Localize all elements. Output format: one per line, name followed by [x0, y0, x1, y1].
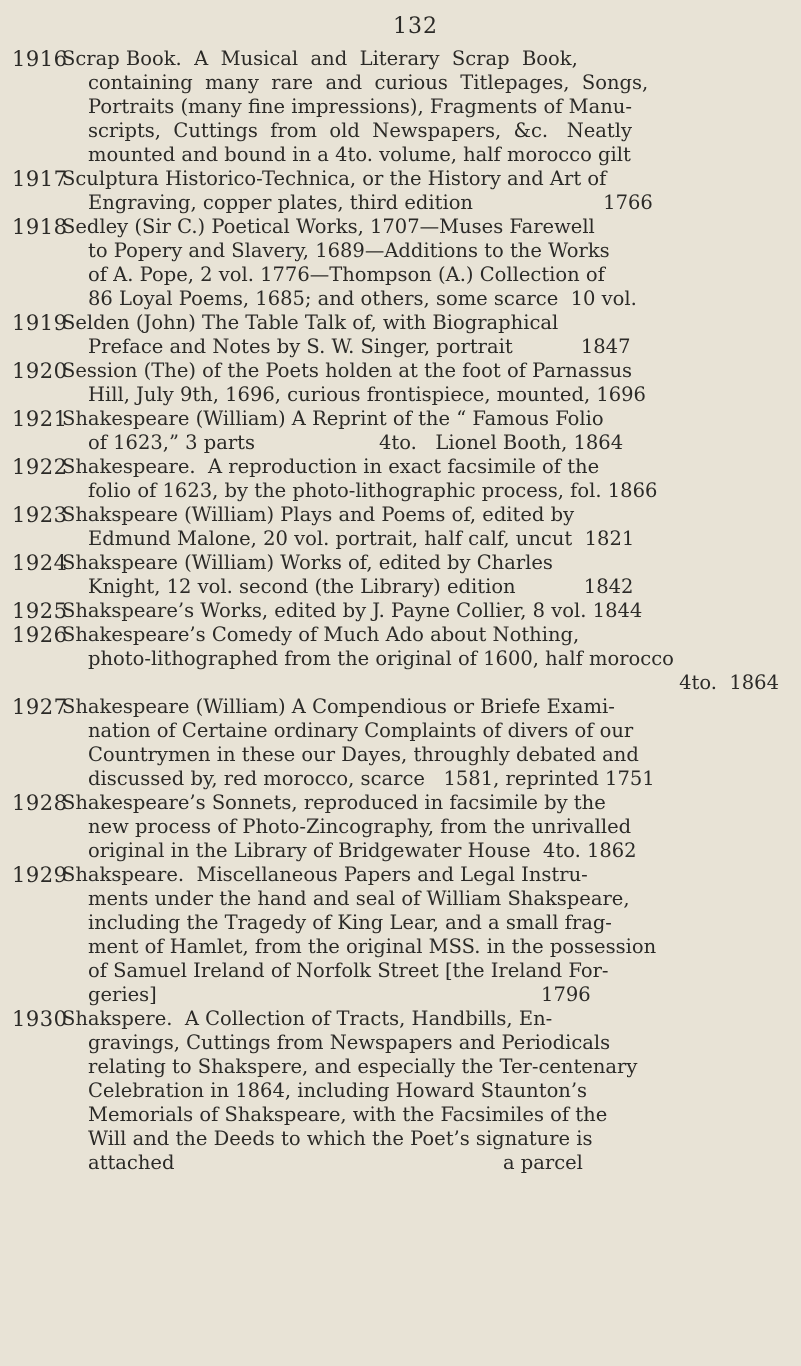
lot-description-line: Session (The) of the Poets holden at the foot of Parnassus	[62, 359, 633, 382]
lot-description-line: Shakespeare (William) A Reprint of the “ Famous Folio	[62, 407, 604, 430]
lot-description-line: nation of Certaine ordinary Complaints of divers of our	[88, 719, 634, 742]
lot-number: 1920	[12, 359, 68, 383]
lot-number: 1916	[12, 47, 68, 71]
lot-entry	[0, 215, 801, 311]
lot-number: 1930	[12, 1007, 68, 1031]
lot-entry	[0, 551, 801, 599]
lot-entry	[0, 863, 801, 1007]
lot-description-line: Countrymen in these our Dayes, throughly debated and	[88, 743, 639, 766]
lot-description-line: Shakspere. A Collection of Tracts, Handbills, En-	[62, 1007, 553, 1030]
lot-number: 1927	[12, 695, 68, 719]
lot-number: 1922	[12, 455, 68, 479]
lot-entry	[0, 359, 801, 407]
lot-description-line: ments under the hand and seal of William Shakspeare,	[88, 887, 630, 910]
lot-number: 1929	[12, 863, 68, 887]
lot-description-line: Will and the Deeds to which the Poet’s signature is	[88, 1127, 593, 1150]
lot-number: 1919	[12, 311, 68, 335]
lot-entry	[0, 407, 801, 455]
lot-number: 1921	[12, 407, 68, 431]
lot-description-line: attached a parcel	[88, 1151, 583, 1174]
lot-description-line: Shakespeare’s Sonnets, reproduced in facsimile by the	[62, 791, 606, 814]
lot-entry	[0, 1007, 801, 1175]
lot-description-line: 4to. 1864	[679, 671, 779, 694]
lot-number: 1928	[12, 791, 68, 815]
lot-entry	[0, 791, 801, 863]
lot-description-line: photo-lithographed from the original of 1600, half morocco	[88, 647, 674, 670]
lot-description-line: 86 Loyal Poems, 1685; and others, some scarce 10 vol.	[88, 287, 637, 310]
lot-entry	[0, 311, 801, 359]
page-number: 132	[393, 14, 438, 39]
lot-description-line: new process of Photo-Zincography, from the unrivalled	[88, 815, 632, 838]
lot-entry	[0, 503, 801, 551]
lot-number: 1924	[12, 551, 68, 575]
lot-description-line: Shakspeare (William) Plays and Poems of, edited by	[62, 503, 575, 526]
lot-description-line: discussed by, red morocco, scarce 1581, reprinted 1751	[88, 767, 655, 790]
lot-description-line: Sedley (Sir C.) Poetical Works, 1707—Muses Farewell	[62, 215, 595, 238]
lot-description-line: Portraits (many fine impressions), Fragments of Manu-	[88, 95, 632, 118]
lot-description-line: Shakspeare (William) Works of, edited by Charles	[62, 551, 553, 574]
lot-entry	[0, 455, 801, 503]
lot-description-line: ment of Hamlet, from the original MSS. in the possession	[88, 935, 657, 958]
lot-description-line: Engraving, copper plates, third edition 1766	[88, 191, 653, 214]
lot-description-line: scripts, Cuttings from old Newspapers, &c. Neatly	[88, 119, 633, 142]
lot-list	[0, 47, 801, 1175]
lot-description-line: Knight, 12 vol. second (the Library) edition 1842	[88, 575, 634, 598]
lot-description-line: folio of 1623, by the photo-lithographic process, fol. 1866	[88, 479, 658, 502]
lot-description-line: Selden (John) The Table Talk of, with Biographical	[62, 311, 559, 334]
lot-description-line: of A. Pope, 2 vol. 1776—Thompson (A.) Collection of	[88, 263, 605, 286]
lot-description-line: Shakespeare (William) A Compendious or Briefe Exami-	[62, 695, 615, 718]
lot-description-line: Hill, July 9th, 1696, curious frontispiece, mounted, 1696	[88, 383, 646, 406]
lot-description-line: relating to Shakspere, and especially the Ter-centenary	[88, 1055, 638, 1078]
lot-entry	[0, 47, 801, 167]
lot-description-line: Memorials of Shakspeare, with the Facsimiles of the	[88, 1103, 608, 1126]
lot-description-line: Preface and Notes by S. W. Singer, portrait 1847	[88, 335, 631, 358]
lot-number: 1925	[12, 599, 68, 623]
lot-number: 1923	[12, 503, 68, 527]
lot-entry	[0, 623, 801, 695]
lot-description-line: original in the Library of Bridgewater House 4to. 1862	[88, 839, 637, 862]
lot-description-line: Celebration in 1864, including Howard Staunton’s	[88, 1079, 588, 1102]
lot-entry	[0, 599, 801, 623]
lot-entry	[0, 695, 801, 791]
lot-description-line: geries] 1796	[88, 983, 591, 1006]
lot-description-line: Shakespeare’s Comedy of Much Ado about Nothing,	[62, 623, 580, 646]
lot-description-line: Shakspeare’s Works, edited by J. Payne Collier, 8 vol. 1844	[62, 599, 643, 622]
lot-description-line: to Popery and Slavery, 1689—Additions to the Works	[88, 239, 610, 262]
lot-number: 1917	[12, 167, 68, 191]
lot-description-line: including the Tragedy of King Lear, and a small frag-	[88, 911, 612, 934]
lot-description-line: gravings, Cuttings from Newspapers and Periodicals	[88, 1031, 611, 1054]
lot-description-line: Sculptura Historico-Technica, or the History and Art of	[62, 167, 607, 190]
lot-description-line: of 1623,” 3 parts 4to. Lionel Booth, 1864	[88, 431, 624, 454]
lot-number: 1926	[12, 623, 68, 647]
lot-description-line: mounted and bound in a 4to. volume, half morocco gilt	[88, 143, 631, 166]
lot-description-line: Scrap Book. A Musical and Literary Scrap Book,	[62, 47, 578, 70]
lot-description-line: Edmund Malone, 20 vol. portrait, half calf, uncut 1821	[88, 527, 635, 550]
lot-description-line: of Samuel Ireland of Norfolk Street [the Ireland For-	[88, 959, 609, 982]
lot-description-line: containing many rare and curious Titlepages, Songs,	[88, 71, 649, 94]
lot-description-line: Shakespeare. A reproduction in exact facsimile of the	[62, 455, 600, 478]
lot-entry	[0, 167, 801, 215]
lot-description-line: Shakspeare. Miscellaneous Papers and Legal Instru-	[62, 863, 588, 886]
lot-number: 1918	[12, 215, 68, 239]
